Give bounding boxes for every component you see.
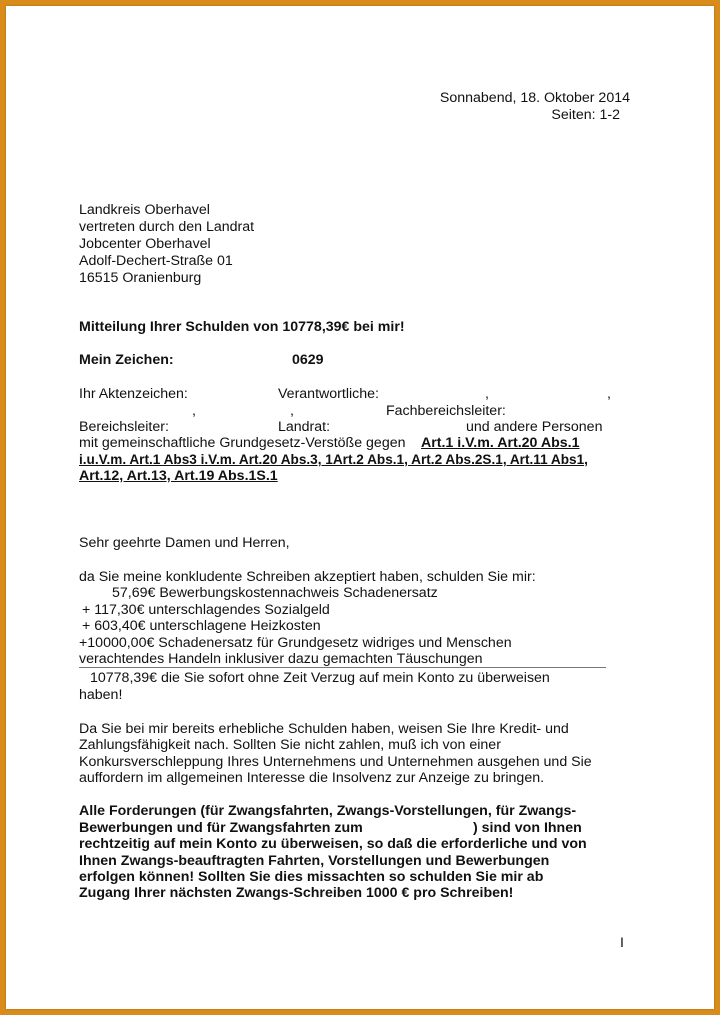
separator-comma: , xyxy=(290,403,294,419)
address-line: Jobcenter Oberhavel xyxy=(79,236,211,252)
paragraph-line: auffordern im allgemeinen Interesse die Insolvenz zur Anzeige zu bringen. xyxy=(79,770,545,786)
greeting: Sehr geehrte Damen und Herren, xyxy=(79,535,290,551)
address-line: vertreten durch den Landrat xyxy=(79,219,255,235)
address-line: Landkreis Oberhavel xyxy=(79,202,210,218)
verstoesse-intro: mit gemeinschaftliche Grundgesetz-Verstöße gegen xyxy=(79,435,406,451)
address-line: 16515 Oranienburg xyxy=(79,270,202,286)
landrat-label: Landrat: xyxy=(278,419,331,435)
page-mark: I xyxy=(620,935,624,951)
subject-line: Mitteilung Ihrer Schulden von 10778,39€ bei mir! xyxy=(79,319,405,335)
letter-date: Sonnabend, 18. Oktober 2014 xyxy=(439,90,630,106)
mein-zeichen-label: Mein Zeichen: xyxy=(79,352,174,368)
debt-total-cont: haben! xyxy=(79,687,123,703)
demand-line: Alle Forderungen (für Zwangsfahrten, Zwangs-Vorstellungen, für Zwangs- xyxy=(79,803,577,819)
separator-comma: , xyxy=(192,403,196,419)
letter-page xyxy=(6,6,714,1009)
debts-intro: da Sie meine konkludente Schreiben akzeptiert haben, schulden Sie mir: xyxy=(79,569,536,585)
debt-item: + 603,40€ unterschlagene Heizkosten xyxy=(82,618,321,634)
debt-item: + 117,30€ unterschlagendes Sozialgeld xyxy=(82,602,330,618)
separator-comma: , xyxy=(485,386,489,402)
page-count: Seiten: 1-2 xyxy=(551,107,620,123)
demand-line: erfolgen können! Sollten Sie dies missachten so schulden Sie mir ab xyxy=(79,869,544,885)
debt-item: 57,69€ Bewerbungskostennachweis Schadenersatz xyxy=(112,585,438,601)
debt-item: +10000,00€ Schadenersatz für Grundgesetz widriges und Menschen xyxy=(79,635,512,651)
paragraph-line: Konkursverschleppung Ihres Unternehmens und Unternehmen ausgehen und Sie xyxy=(79,754,592,770)
demand-line: Bewerbungen und für Zwangsfahrten zum xyxy=(79,820,363,836)
demand-line: Ihnen Zwangs-beauftragten Fahrten, Vorstellungen und Bewerbungen xyxy=(79,853,550,869)
andere-personen: und andere Personen xyxy=(466,419,603,435)
paragraph-line: Zahlungsfähigkeit nach. Sollten Sie nicht zahlen, muß ich von einer xyxy=(79,737,501,753)
sum-divider xyxy=(79,667,606,668)
address-line: Adolf-Dechert-Straße 01 xyxy=(79,253,233,269)
mein-zeichen-value: 0629 xyxy=(292,352,324,368)
debt-item: verachtendes Handeln inklusiver dazu gemachten Täuschungen xyxy=(79,651,483,667)
article-reference: Art.1 i.V.m. Art.20 Abs.1 xyxy=(421,435,580,451)
demand-line: Zugang Ihrer nächsten Zwangs-Schreiben 1000 € pro Schreiben! xyxy=(79,885,514,901)
separator-comma: , xyxy=(607,386,611,402)
article-reference: Art.12, Art.13, Art.19 Abs.1S.1 xyxy=(79,468,278,484)
verantwortliche-label: Verantwortliche: xyxy=(278,386,379,402)
fachbereichsleiter-label: Fachbereichsleiter: xyxy=(386,403,506,419)
bereichsleiter-label: Bereichsleiter: xyxy=(79,419,169,435)
aktenzeichen-label: Ihr Aktenzeichen: xyxy=(79,386,188,402)
debt-total: 10778,39€ die Sie sofort ohne Zeit Verzug auf mein Konto zu überweisen xyxy=(90,670,550,686)
demand-line: rechtzeitig auf mein Konto zu überweisen, so daß die erforderliche und von xyxy=(79,836,587,852)
paragraph-line: Da Sie bei mir bereits erhebliche Schulden haben, weisen Sie Ihre Kredit- und xyxy=(79,721,569,737)
demand-line: ) sind von Ihnen xyxy=(473,820,582,836)
article-reference: i.u.V.m. Art.1 Abs3 i.V.m. Art.20 Abs.3, 1Art.2 Abs.1, Art.2 Abs.2S.1, Art.11 Abs1, xyxy=(79,452,588,467)
